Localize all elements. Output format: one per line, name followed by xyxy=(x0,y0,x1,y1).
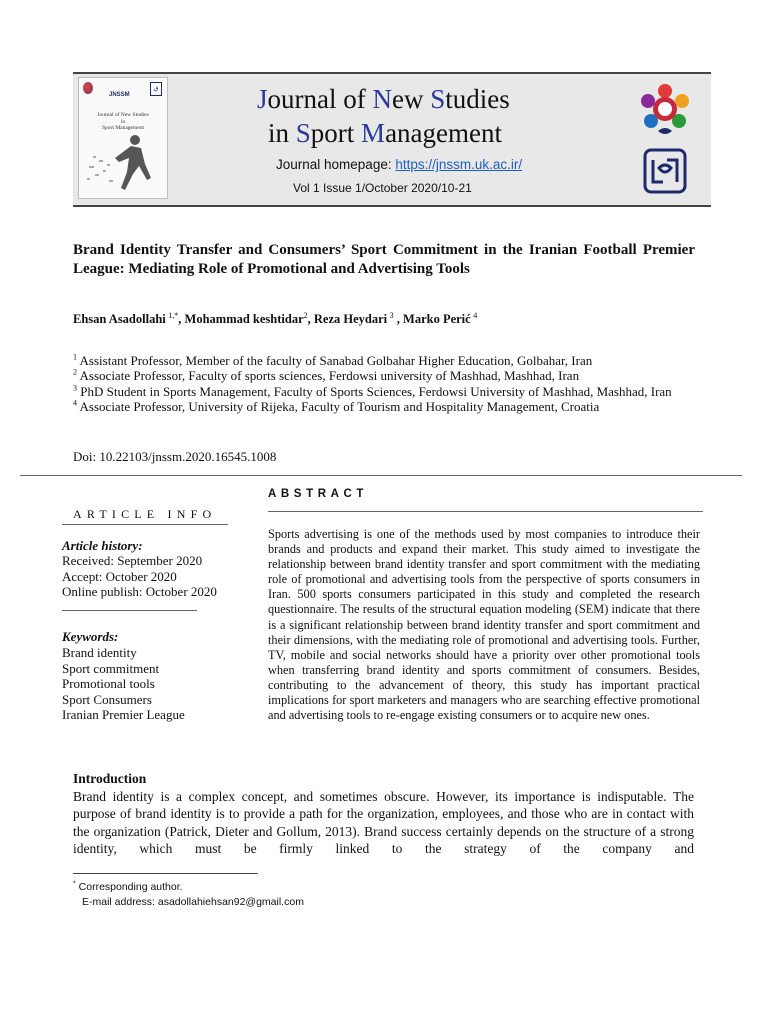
abstract-text: Sports advertising is one of the methods used by most companies to introduce their brands and products and expand their market. This study aimed to investigate the relationship between brand identity transfer and sport commitment with the mediating role of promotional and advertising tools from the perspective of sports consumers in Iran. 500 sports consumers participated in this study and completed the research questionnaire. The results of the structural equation modeling (SEM) indicate that there is a significant relationship between brand identity transfer and sport commitment and their dimensions, with the mediating role of promotional and advertising tools. Further, TV, mobile and social networks should have a priority over other promotional tools when transferring brand identity and sports commitment of consumers. Besides, contributing to the advancement of theory, this study has important practical implications for sport marketers and managers who are searching effective promotional and advertising tools to re-engage existing consumers or to acquire new ones. xyxy=(268,527,700,723)
keywords-list xyxy=(62,645,185,723)
history-divider xyxy=(62,610,197,611)
cover-jnssm-logo: JNSSM xyxy=(109,92,130,98)
article-info-heading: ARTICLE INFO xyxy=(73,507,217,521)
affiliation: $^1$ Assistant Professor, Member of the faculty of Sanabad Golbahar Higher Education, Golbahar, Iran xyxy=(73,352,593,368)
journal-title xyxy=(257,82,510,150)
keyword: Iranian Premier League xyxy=(62,707,185,722)
paper-title: Brand Identity Transfer and Consumers’ Sport Commitment in the Iranian Football Premier League: Mediating Role of Promotional and Advertising Tools xyxy=(73,242,695,277)
affiliation: $^4$ Associate Professor, University of Rijeka, Faculty of Tourism and Hospitality Management, Croatia xyxy=(73,398,600,414)
footnote-marker: * xyxy=(73,880,76,888)
homepage-link[interactable]: https://jnssm.uk.ac.ir/ xyxy=(395,157,523,172)
article-history-heading: Article history: xyxy=(62,538,143,553)
history-item: Received: September 2020 xyxy=(62,553,203,568)
footnote-email: E-mail address: asadollahiehsan92@gmail.com xyxy=(82,896,304,908)
footnote xyxy=(73,880,304,910)
abstract-heading: ABSTRACT xyxy=(268,488,369,500)
issue-info: Vol 1 Issue 1/October 2020/10-21 xyxy=(293,181,472,195)
keywords-heading: Keywords: xyxy=(62,629,119,644)
author: Mohammad keshtidar xyxy=(184,312,304,326)
keyword: Promotional tools xyxy=(62,676,155,691)
author: Ehsan Asadollahi xyxy=(73,312,166,326)
affiliations xyxy=(73,353,703,414)
author: Marko Perić xyxy=(403,312,471,326)
author-list: Ehsan Asadollahi $^{1,*}$, Mohammad keshtidar$^2$, Reza Heydari $^3$ , Marko Perić $^4$ xyxy=(73,310,478,326)
affiliation: $^2$ Associate Professor, Faculty of sports sciences, Ferdowsi university of Mashhad, Mashhad, Iran xyxy=(73,367,580,384)
cover-university-logo: ق xyxy=(150,82,162,96)
footnote-label: Corresponding author. xyxy=(78,881,183,893)
history-item: Accept: October 2020 xyxy=(62,568,177,584)
section-divider xyxy=(20,475,742,476)
keyword: Sport Consumers xyxy=(62,691,152,707)
doi: Doi: 10.22103/jnssm.2020.16545.1008 xyxy=(73,449,277,464)
cover-runner-figure xyxy=(79,78,167,198)
history-item: Online publish: October 2020 xyxy=(62,584,217,599)
abstract-divider xyxy=(268,511,703,512)
journal-title-line-2: in Sport Management xyxy=(268,118,503,148)
cover-title: Journal of New Studies in Sport Management xyxy=(97,112,149,131)
keyword: Brand identity xyxy=(62,645,137,660)
homepage-label: Journal homepage: xyxy=(276,157,396,172)
society-flower-logo xyxy=(636,81,694,139)
journal-homepage xyxy=(276,157,522,172)
introduction-heading: Introduction xyxy=(73,771,147,786)
journal-title-line-1: Journal of New Studies xyxy=(257,84,510,114)
journal-cover-thumbnail xyxy=(78,77,168,199)
introduction-text: Brand identity is a complex concept, and sometimes obscure. However, its importance is indisputable. The purpose of brand identity is to provide a path for the organization, employees, and those who are in contact with the organization (Patrick, Dieter and Gollum, 2013). Brand success certainly depends on the structure of a strong identity, which must be firmly linked to the strategy of the company and xyxy=(73,789,694,856)
article-info-divider xyxy=(62,524,228,525)
university-logo xyxy=(643,148,687,194)
keyword: Sport commitment xyxy=(62,660,160,676)
author: Reza Heydari xyxy=(313,312,388,326)
footnote-divider xyxy=(73,873,258,874)
article-history xyxy=(62,553,217,600)
affiliation: $^3$ PhD Student in Sports Management, Faculty of Sports Sciences, Ferdowsi University of Mashhad, Mashhad, Iran xyxy=(73,383,672,399)
